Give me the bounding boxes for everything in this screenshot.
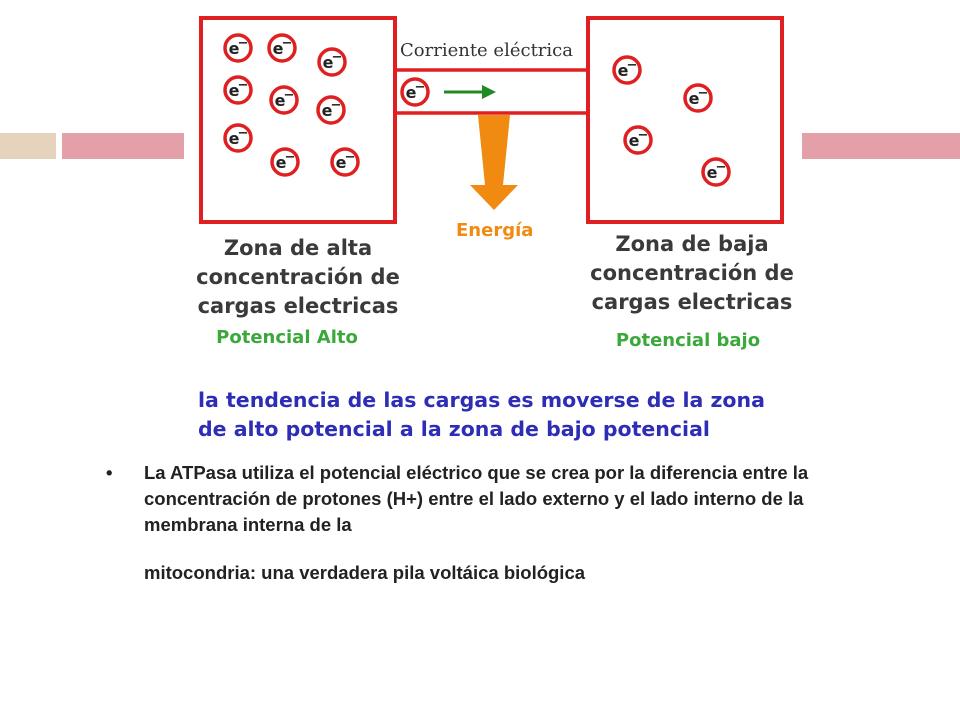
electron-symbol: e <box>617 61 629 80</box>
electron-low <box>614 57 640 83</box>
energy-arrow <box>470 115 518 210</box>
electron-charge: − <box>283 88 295 103</box>
electron-high <box>332 149 358 175</box>
electron-charge: − <box>626 58 638 73</box>
wire-label: Corriente eléctrica <box>400 40 573 61</box>
electron-high <box>319 49 345 75</box>
electron-high <box>225 35 251 61</box>
tendency-line: de alto potencial a la zona de bajo potencial <box>198 417 710 441</box>
electron-symbol: e <box>228 81 240 100</box>
electron-symbol: e <box>274 91 286 110</box>
low-zone-title <box>577 230 807 317</box>
energy-label: Energía <box>456 220 534 241</box>
high-zone-title-line: cargas electricas <box>197 294 399 318</box>
electron-symbol: e <box>321 101 333 120</box>
electron-high <box>225 125 251 151</box>
electron-symbol: e <box>228 129 240 148</box>
bullet-text-line1: La ATPasa utiliza el potencial eléctrico que se crea por la diferencia entre la concentración de protones (H+) entre el lado externo y el lado interno de la membrana interna de la <box>144 462 809 535</box>
high-zone-title <box>183 234 413 321</box>
electron-symbol: e <box>322 53 334 72</box>
electron-charge: − <box>284 150 296 165</box>
electron-high <box>269 35 295 61</box>
low-potential-label: Potencial bajo <box>615 330 761 351</box>
electron-symbol: e <box>628 131 640 150</box>
low-zone-title-line: cargas electricas <box>591 290 793 314</box>
high-zone-title-line: concentración de <box>196 265 400 289</box>
electron-low <box>685 85 711 111</box>
electron-charge: − <box>281 36 293 51</box>
low-zone-title-line: concentración de <box>590 261 794 285</box>
electron-high <box>318 97 344 123</box>
electron-charge: − <box>414 80 426 95</box>
electron-charge: − <box>237 36 249 51</box>
electron-high <box>272 149 298 175</box>
low-zone-box <box>588 18 782 222</box>
electron-low <box>625 127 651 153</box>
current-arrow-head <box>482 85 496 99</box>
electron-low <box>703 159 729 185</box>
electron-charge: − <box>331 50 343 65</box>
electron-charge: − <box>715 160 727 175</box>
electron-wire <box>402 79 428 105</box>
electron-charge: − <box>637 128 649 143</box>
electron-symbol: e <box>335 153 347 172</box>
electron-symbol: e <box>405 83 417 102</box>
electron-charge: − <box>237 126 249 141</box>
electron-charge: − <box>237 78 249 93</box>
electron-high <box>271 87 297 113</box>
tendency-statement <box>198 386 798 444</box>
electron-charge: − <box>344 150 356 165</box>
bullet-text-line2: mitocondria: una verdadera pila voltáica biológica <box>144 562 586 583</box>
electron-charge: − <box>330 98 342 113</box>
electron-high <box>225 77 251 103</box>
bullet-marker: • <box>106 462 113 483</box>
tendency-line: la tendencia de las cargas es moverse de la zona <box>198 388 765 412</box>
electron-symbol: e <box>275 153 287 172</box>
electron-symbol: e <box>228 39 240 58</box>
low-zone-title-line: Zona de baja <box>615 232 769 256</box>
electron-symbol: e <box>272 39 284 58</box>
high-potential-label: Potencial Alto <box>216 327 358 348</box>
electron-symbol: e <box>688 89 700 108</box>
high-zone-title-line: Zona de alta <box>223 236 373 260</box>
electron-charge: − <box>697 86 709 101</box>
electron-symbol: e <box>706 163 718 182</box>
